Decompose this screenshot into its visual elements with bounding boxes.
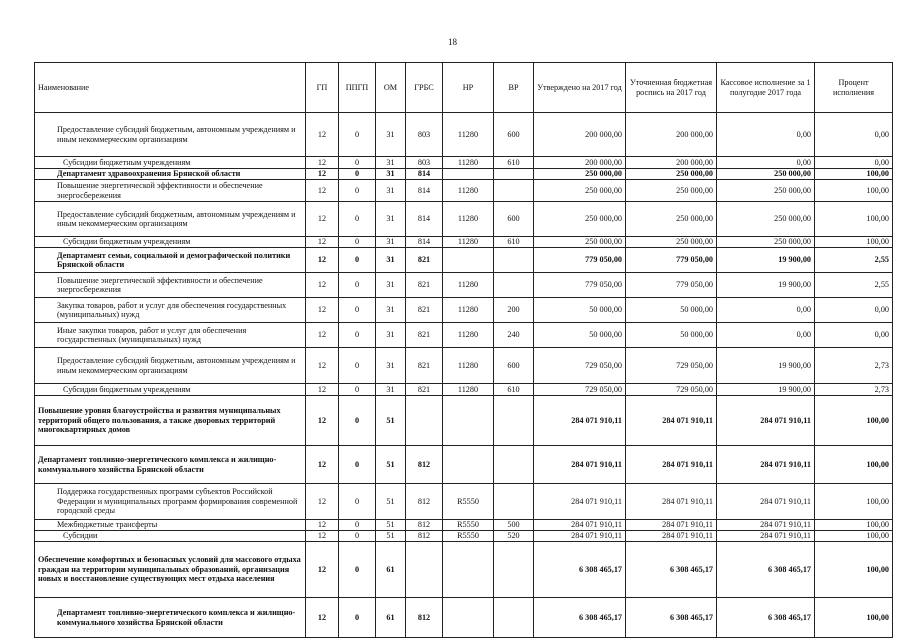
row-name-cell: Субсидии бюджетным учреждениям [35,384,306,396]
row-om-cell: 31 [376,298,406,323]
row-vr-cell [494,598,534,638]
header-nr: НР [443,63,494,113]
table-row [35,542,893,598]
header-refined: Уточненная бюджетная роспись на 2017 год [626,63,717,113]
header-ppgp: ППГП [339,63,376,113]
row-percent-cell: 100,00 [815,531,893,542]
row-approved-cell: 50 000,00 [534,298,626,323]
row-refined-cell: 50 000,00 [626,298,717,323]
row-grbs-cell: 812 [406,446,443,484]
row-name-cell: Предоставление субсидий бюджетным, автономным учреждениям и иным некоммерческим организациям [35,348,306,384]
row-nr-cell [443,248,494,273]
row-cash-cell: 0,00 [717,323,815,348]
row-name-cell: Повышение уровня благоустройства и развития муниципальных территорий общего пользования, а также дворовых территорий многоквартирных домов [35,396,306,446]
row-om-cell: 31 [376,202,406,237]
table-row [35,520,893,531]
row-percent-cell: 100,00 [815,237,893,248]
row-om-cell: 51 [376,484,406,520]
row-approved-cell: 284 071 910,11 [534,531,626,542]
row-name-cell: Поддержка государственных программ субъектов Российской Федерации и муниципальных программ формирования современной городской среды [35,484,306,520]
row-approved-cell: 200 000,00 [534,157,626,169]
row-percent-cell: 100,00 [815,598,893,638]
row-name-cell: Субсидии [35,531,306,542]
header-grbs: ГРБС [406,63,443,113]
row-cash-cell: 19 900,00 [717,384,815,396]
header-vr: ВР [494,63,534,113]
row-nr-cell [443,396,494,446]
row-cash-cell: 19 900,00 [717,348,815,384]
row-refined-cell: 250 000,00 [626,180,717,202]
row-refined-cell: 779 050,00 [626,248,717,273]
row-nr-cell: R5550 [443,484,494,520]
row-percent-cell: 100,00 [815,396,893,446]
row-refined-cell: 284 071 910,11 [626,520,717,531]
row-vr-cell: 240 [494,323,534,348]
row-ppgp-cell: 0 [339,446,376,484]
row-name-cell: Межбюджетные трансферты [35,520,306,531]
row-grbs-cell: 821 [406,248,443,273]
row-ppgp-cell: 0 [339,348,376,384]
row-approved-cell: 250 000,00 [534,180,626,202]
row-vr-cell: 610 [494,237,534,248]
row-percent-cell: 2,73 [815,348,893,384]
table-row [35,157,893,169]
row-grbs-cell: 821 [406,348,443,384]
row-gp-cell: 12 [306,542,339,598]
row-percent-cell: 2,55 [815,248,893,273]
row-cash-cell: 284 071 910,11 [717,446,815,484]
row-percent-cell: 0,00 [815,113,893,157]
row-refined-cell: 200 000,00 [626,157,717,169]
row-gp-cell: 12 [306,202,339,237]
row-cash-cell: 250 000,00 [717,180,815,202]
row-nr-cell [443,542,494,598]
row-om-cell: 51 [376,531,406,542]
row-ppgp-cell: 0 [339,531,376,542]
row-approved-cell: 284 071 910,11 [534,484,626,520]
row-grbs-cell: 814 [406,202,443,237]
row-ppgp-cell: 0 [339,273,376,298]
row-om-cell: 61 [376,598,406,638]
row-name-cell: Обеспечение комфортных и безопасных условий для массового отдыха граждан на территории муниципальных образований, организация новых и восстановление существующих мест отдыха населения [35,542,306,598]
row-om-cell: 31 [376,384,406,396]
row-percent-cell: 0,00 [815,323,893,348]
row-percent-cell: 2,55 [815,273,893,298]
row-approved-cell: 284 071 910,11 [534,520,626,531]
row-ppgp-cell: 0 [339,484,376,520]
row-percent-cell: 100,00 [815,202,893,237]
row-gp-cell: 12 [306,520,339,531]
row-gp-cell: 12 [306,384,339,396]
header-name: Наименование [35,63,306,113]
row-vr-cell [494,396,534,446]
row-vr-cell [494,248,534,273]
row-percent-cell: 100,00 [815,542,893,598]
row-vr-cell [494,542,534,598]
row-percent-cell: 2,73 [815,384,893,396]
row-ppgp-cell: 0 [339,396,376,446]
row-grbs-cell: 812 [406,520,443,531]
row-refined-cell: 250 000,00 [626,169,717,180]
row-ppgp-cell: 0 [339,180,376,202]
row-name-cell: Департамент семьи, социальной и демографической политики Брянской области [35,248,306,273]
row-nr-cell: R5550 [443,531,494,542]
row-refined-cell: 284 071 910,11 [626,396,717,446]
row-approved-cell: 729 050,00 [534,348,626,384]
row-cash-cell: 284 071 910,11 [717,396,815,446]
row-approved-cell: 6 308 465,17 [534,542,626,598]
row-refined-cell: 779 050,00 [626,273,717,298]
row-nr-cell: 11280 [443,323,494,348]
row-refined-cell: 284 071 910,11 [626,446,717,484]
header-percent: Процент исполнения [815,63,893,113]
table-row [35,384,893,396]
table-header-row [35,63,893,113]
row-cash-cell: 19 900,00 [717,248,815,273]
row-ppgp-cell: 0 [339,298,376,323]
row-gp-cell: 12 [306,531,339,542]
row-om-cell: 31 [376,273,406,298]
row-om-cell: 31 [376,157,406,169]
row-ppgp-cell: 0 [339,169,376,180]
row-gp-cell: 12 [306,323,339,348]
table-row [35,202,893,237]
row-gp-cell: 12 [306,113,339,157]
row-grbs-cell: 803 [406,157,443,169]
row-nr-cell: R5550 [443,520,494,531]
row-cash-cell: 19 900,00 [717,273,815,298]
row-nr-cell: 11280 [443,180,494,202]
row-cash-cell: 284 071 910,11 [717,484,815,520]
row-nr-cell [443,169,494,180]
table-row [35,298,893,323]
row-ppgp-cell: 0 [339,237,376,248]
row-nr-cell [443,598,494,638]
row-name-cell: Субсидии бюджетным учреждениям [35,157,306,169]
table-row [35,273,893,298]
row-om-cell: 51 [376,446,406,484]
row-grbs-cell: 812 [406,531,443,542]
row-name-cell: Повышение энергетической эффективности и обеспечение энергосбережения [35,180,306,202]
row-om-cell: 31 [376,113,406,157]
table-row [35,446,893,484]
row-approved-cell: 779 050,00 [534,273,626,298]
row-om-cell: 31 [376,323,406,348]
row-percent-cell: 100,00 [815,169,893,180]
row-vr-cell: 610 [494,157,534,169]
row-vr-cell [494,169,534,180]
row-gp-cell: 12 [306,484,339,520]
row-cash-cell: 6 308 465,17 [717,542,815,598]
row-refined-cell: 50 000,00 [626,323,717,348]
row-ppgp-cell: 0 [339,248,376,273]
row-om-cell: 31 [376,348,406,384]
row-gp-cell: 12 [306,396,339,446]
row-refined-cell: 6 308 465,17 [626,598,717,638]
row-grbs-cell: 821 [406,384,443,396]
row-grbs-cell [406,396,443,446]
row-percent-cell: 100,00 [815,180,893,202]
row-gp-cell: 12 [306,598,339,638]
row-approved-cell: 779 050,00 [534,248,626,273]
row-approved-cell: 284 071 910,11 [534,446,626,484]
row-nr-cell: 11280 [443,202,494,237]
row-grbs-cell: 814 [406,169,443,180]
row-approved-cell: 6 308 465,17 [534,598,626,638]
row-grbs-cell: 814 [406,180,443,202]
row-percent-cell: 100,00 [815,446,893,484]
row-percent-cell: 100,00 [815,484,893,520]
row-om-cell: 51 [376,396,406,446]
row-om-cell: 31 [376,248,406,273]
row-grbs-cell: 821 [406,323,443,348]
table-row [35,323,893,348]
row-vr-cell [494,446,534,484]
table-row [35,248,893,273]
row-cash-cell: 250 000,00 [717,202,815,237]
row-cash-cell: 0,00 [717,157,815,169]
row-grbs-cell: 812 [406,484,443,520]
row-vr-cell [494,484,534,520]
row-name-cell: Департамент топливно-энергетического комплекса и жилищно-коммунального хозяйства Брянской области [35,598,306,638]
row-ppgp-cell: 0 [339,598,376,638]
row-refined-cell: 250 000,00 [626,202,717,237]
row-cash-cell: 6 308 465,17 [717,598,815,638]
table-row [35,531,893,542]
table-row [35,396,893,446]
row-approved-cell: 50 000,00 [534,323,626,348]
row-gp-cell: 12 [306,348,339,384]
row-nr-cell: 11280 [443,113,494,157]
row-refined-cell: 284 071 910,11 [626,531,717,542]
row-nr-cell: 11280 [443,273,494,298]
header-cash: Кассовое исполнение за 1 полугодие 2017 года [717,63,815,113]
row-percent-cell: 0,00 [815,298,893,323]
row-refined-cell: 729 050,00 [626,348,717,384]
row-gp-cell: 12 [306,298,339,323]
row-gp-cell: 12 [306,446,339,484]
page-number: 18 [448,37,457,47]
row-name-cell: Иные закупки товаров, работ и услуг для обеспечения государственных (муниципальных) нужд [35,323,306,348]
row-grbs-cell: 803 [406,113,443,157]
budget-execution-table [34,62,893,638]
row-vr-cell: 600 [494,113,534,157]
row-ppgp-cell: 0 [339,113,376,157]
row-grbs-cell: 821 [406,273,443,298]
row-approved-cell: 250 000,00 [534,237,626,248]
row-name-cell: Предоставление субсидий бюджетным, автономным учреждениям и иным некоммерческим организациям [35,113,306,157]
row-cash-cell: 284 071 910,11 [717,531,815,542]
table-row [35,180,893,202]
row-gp-cell: 12 [306,248,339,273]
row-name-cell: Субсидии бюджетным учреждениям [35,237,306,248]
table-row [35,348,893,384]
row-vr-cell: 520 [494,531,534,542]
table-row [35,484,893,520]
row-grbs-cell [406,542,443,598]
row-ppgp-cell: 0 [339,157,376,169]
table-row [35,237,893,248]
row-grbs-cell: 821 [406,298,443,323]
row-ppgp-cell: 0 [339,384,376,396]
row-vr-cell [494,273,534,298]
row-vr-cell: 200 [494,298,534,323]
row-om-cell: 31 [376,169,406,180]
row-grbs-cell: 814 [406,237,443,248]
row-cash-cell: 0,00 [717,113,815,157]
row-gp-cell: 12 [306,180,339,202]
row-nr-cell: 11280 [443,348,494,384]
row-nr-cell: 11280 [443,384,494,396]
row-grbs-cell: 812 [406,598,443,638]
row-cash-cell: 0,00 [717,298,815,323]
row-gp-cell: 12 [306,237,339,248]
table-row [35,113,893,157]
row-ppgp-cell: 0 [339,202,376,237]
row-refined-cell: 250 000,00 [626,237,717,248]
row-name-cell: Департамент здравоохранения Брянской области [35,169,306,180]
row-name-cell: Департамент топливно-энергетического комплекса и жилищно-коммунального хозяйства Брянской области [35,446,306,484]
row-nr-cell: 11280 [443,298,494,323]
row-om-cell: 61 [376,542,406,598]
row-nr-cell: 11280 [443,237,494,248]
row-cash-cell: 250 000,00 [717,169,815,180]
table-row [35,598,893,638]
row-vr-cell [494,180,534,202]
row-vr-cell: 500 [494,520,534,531]
header-approved: Утверждено на 2017 год [534,63,626,113]
row-cash-cell: 284 071 910,11 [717,520,815,531]
row-approved-cell: 200 000,00 [534,113,626,157]
row-vr-cell: 600 [494,202,534,237]
row-ppgp-cell: 0 [339,323,376,348]
row-gp-cell: 12 [306,169,339,180]
row-om-cell: 31 [376,237,406,248]
row-refined-cell: 284 071 910,11 [626,484,717,520]
row-approved-cell: 250 000,00 [534,202,626,237]
row-name-cell: Закупка товаров, работ и услуг для обеспечения государственных (муниципальных) нужд [35,298,306,323]
row-approved-cell: 284 071 910,11 [534,396,626,446]
row-approved-cell: 250 000,00 [534,169,626,180]
row-refined-cell: 6 308 465,17 [626,542,717,598]
row-percent-cell: 100,00 [815,520,893,531]
row-om-cell: 51 [376,520,406,531]
row-om-cell: 31 [376,180,406,202]
row-name-cell: Повышение энергетической эффективности и обеспечение энергосбережения [35,273,306,298]
row-name-cell: Предоставление субсидий бюджетным, автономным учреждениям и иным некоммерческим организациям [35,202,306,237]
row-ppgp-cell: 0 [339,542,376,598]
row-gp-cell: 12 [306,273,339,298]
row-cash-cell: 250 000,00 [717,237,815,248]
row-percent-cell: 0,00 [815,157,893,169]
row-refined-cell: 729 050,00 [626,384,717,396]
table-row [35,169,893,180]
header-gp: ГП [306,63,339,113]
row-approved-cell: 729 050,00 [534,384,626,396]
row-gp-cell: 12 [306,157,339,169]
row-vr-cell: 600 [494,348,534,384]
header-om: ОМ [376,63,406,113]
row-vr-cell: 610 [494,384,534,396]
row-nr-cell: 11280 [443,157,494,169]
row-refined-cell: 200 000,00 [626,113,717,157]
row-nr-cell [443,446,494,484]
row-ppgp-cell: 0 [339,520,376,531]
